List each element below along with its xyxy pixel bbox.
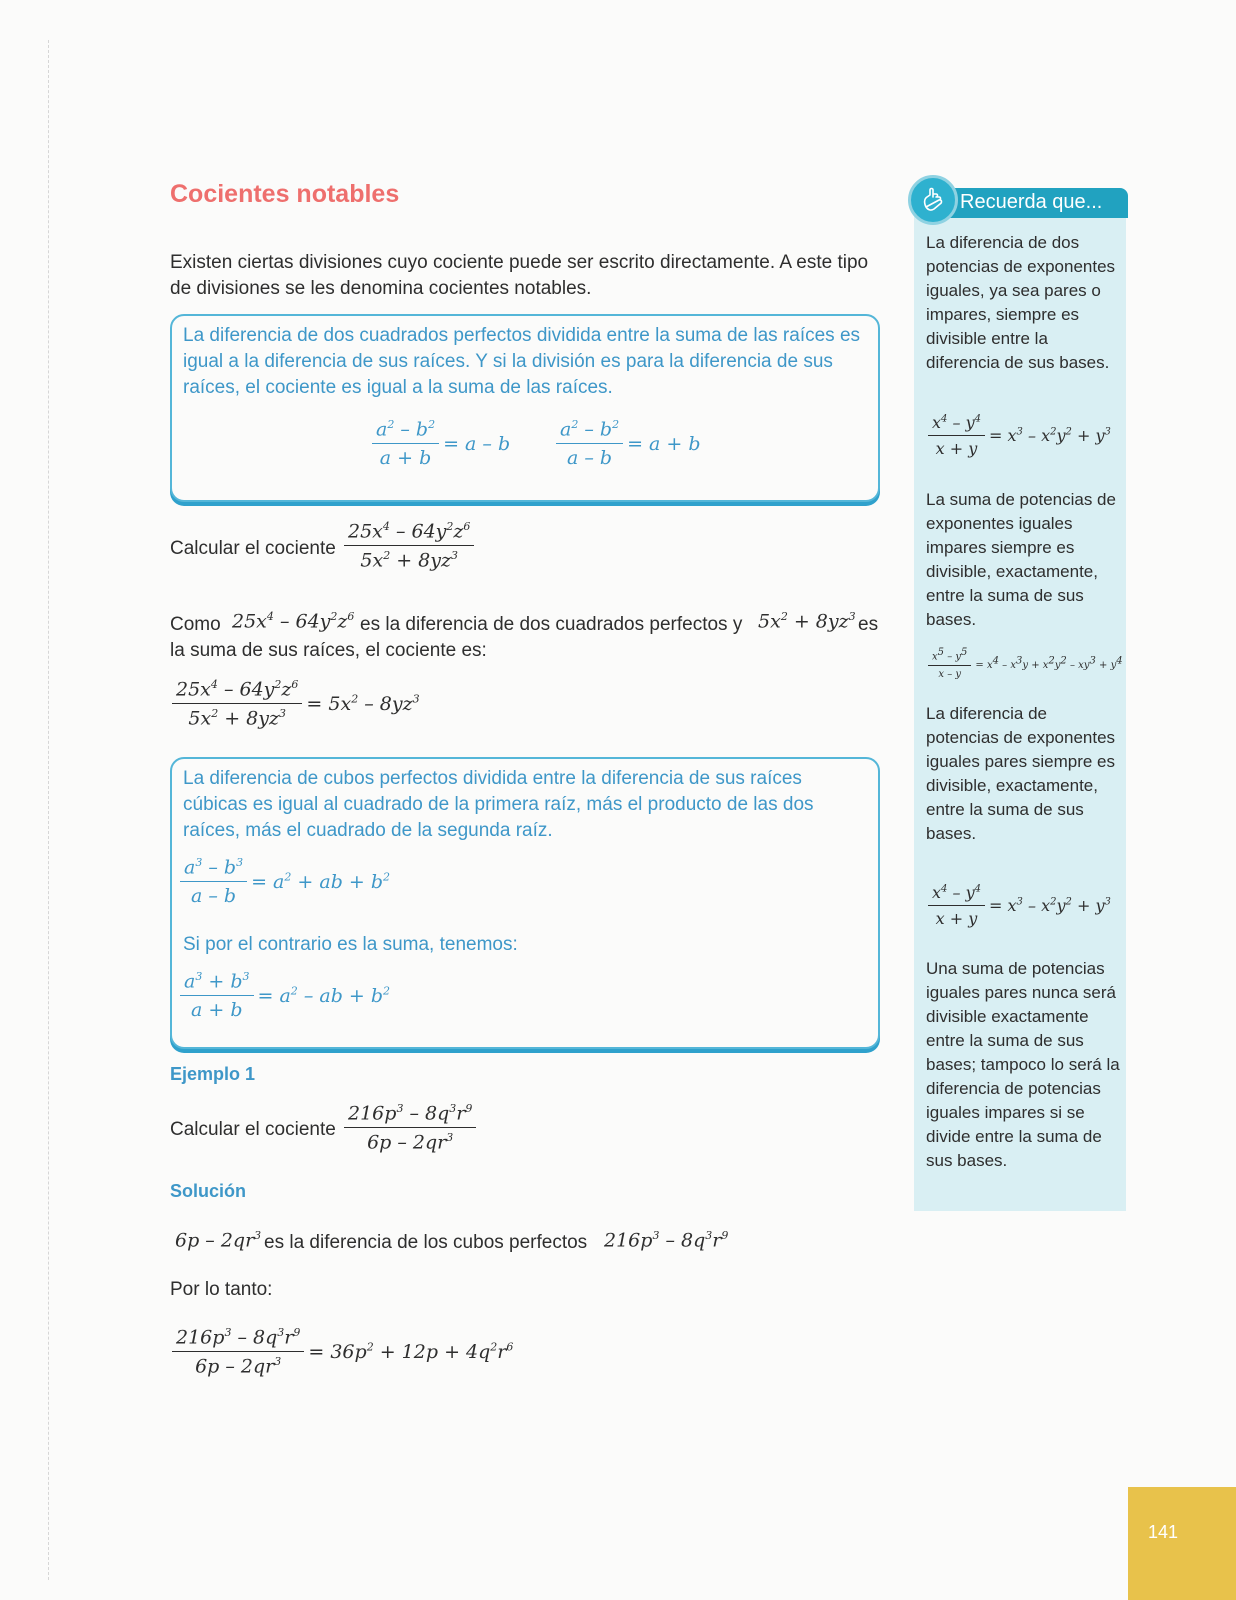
solution-heading: Solución (170, 1181, 246, 1201)
como-prefix: Como (170, 614, 221, 635)
calc1-label: Calcular el cociente (170, 538, 336, 559)
como-dividend: $25x^4 - 64y^2z^6$ (232, 610, 355, 633)
rule-box-cubes-text: La diferencia de cubos perfectos dividida entre la diferencia de sus raíces cúbicas es igual al cuadrado de la primera raíz, más el producto de las dos raíces, más el cuadrado de la segunda raíz. (183, 768, 814, 841)
result1-formula: $\frac{25x^4 - 64y^2z^6}{5x^2 + 8yz^3}$ = $5x^2 - 8yz^3$ (172, 678, 420, 730)
como-divisor: $5x^2 + 8yz^3$ (758, 610, 856, 633)
reminder-paragraph-1: La diferencia de dos potencias de exponentes iguales, ya sea pares o impares, siempre es divisible entre la diferencia de sus bases. (926, 233, 1116, 372)
reminder-sidebar-title: Recuerda que... (960, 191, 1103, 213)
calc1-quotient: $\frac{25x^4 - 64y^2z^6}{5x^2 + 8yz^3}$ (344, 520, 474, 572)
calc2-quotient: $\frac{216p^3 - 8q^3r^9}{6p - 2qr^3}$ (344, 1102, 476, 1154)
reminder-formula-2: $\frac{x^5 - y^5}{x - y}$ = $x^4 - x^3y + x^2y^2 - xy^3 + y^4$ (928, 647, 1123, 680)
reminder-paragraph-2: La suma de potencias de exponentes iguales impares siempre es divisible, exactamente, entre la suma de sus bases. (926, 490, 1116, 629)
calc2-label: Calcular el cociente (170, 1119, 336, 1140)
como-mid: es la diferencia de dos cuadrados perfectos y (360, 614, 743, 635)
example-heading: Ejemplo 1 (170, 1064, 256, 1084)
reminder-formula-3: $\frac{x^4 - y^4}{x + y}$ = $x^3 - x^2y^2 + y^3$ (928, 883, 1111, 928)
formula-square-diff-over-sum: $\frac{a^2 - b^2}{a + b}$ = a – b (372, 418, 510, 469)
rule-box-squares-text: La diferencia de dos cuadrados perfectos dividida entre la suma de las raíces es igual a la diferencia de sus raíces. Y si la división es para la diferencia de sus raíces, el cociente es igual a la suma de las raíces. (183, 325, 861, 398)
intro-paragraph: Existen ciertas divisiones cuyo cociente puede ser escrito directamente. A este tipo de divisiones se les denomina cocientes notables. (170, 252, 869, 299)
page-number-tab (1128, 1487, 1236, 1600)
solution-dividend: $216p^3 - 8q^3r^9$ (604, 1229, 729, 1252)
reminder-paragraph-4: Una suma de potencias iguales pares nunca será divisible exactamente entre la suma de sus bases; tampoco lo será la diferencia de potencias iguales impares si se divide entre la suma de sus bases. (926, 959, 1120, 1170)
therefore-text: Por lo tanto: (170, 1279, 273, 1300)
como-suffix: es (858, 614, 879, 635)
solution-mid: es la diferencia de los cubos perfectos (264, 1232, 588, 1253)
rule-box-cubes-contrary: Si por el contrario es la suma, tenemos: (183, 934, 518, 955)
formula-cube-diff: $\frac{a^3 - b^3}{a - b}$ = $a^2$ + ab + $b^2$ (180, 856, 390, 907)
formula-square-diff-over-diff: $\frac{a^2 - b^2}{a - b}$ = a + b (556, 418, 701, 469)
binding-edge (48, 40, 49, 1580)
page-title: Cocientes notables (170, 180, 400, 208)
reminder-formula-1: $\frac{x^4 - y^4}{x + y}$ = $x^3 - x^2y^2 + y^3$ (928, 413, 1111, 458)
como-line2: la suma de sus raíces, el cociente es: (170, 640, 487, 661)
result2-formula: $\frac{216p^3 - 8q^3r^9}{6p - 2qr^3}$ = $36p^2 + 12p + 4q^2r^6$ (172, 1326, 513, 1378)
page-number: 141 (1148, 1522, 1179, 1542)
formula-cube-sum: $\frac{a^3 + b^3}{a + b}$ = $a^2$ – ab + $b^2$ (180, 970, 390, 1021)
reminder-paragraph-3: La diferencia de potencias de exponentes iguales pares siempre es divisible, exactamente, entre la suma de sus bases. (926, 704, 1116, 843)
solution-divisor: $6p - 2qr^3$ (175, 1229, 262, 1252)
pinky-promise-hand-icon (908, 175, 958, 225)
